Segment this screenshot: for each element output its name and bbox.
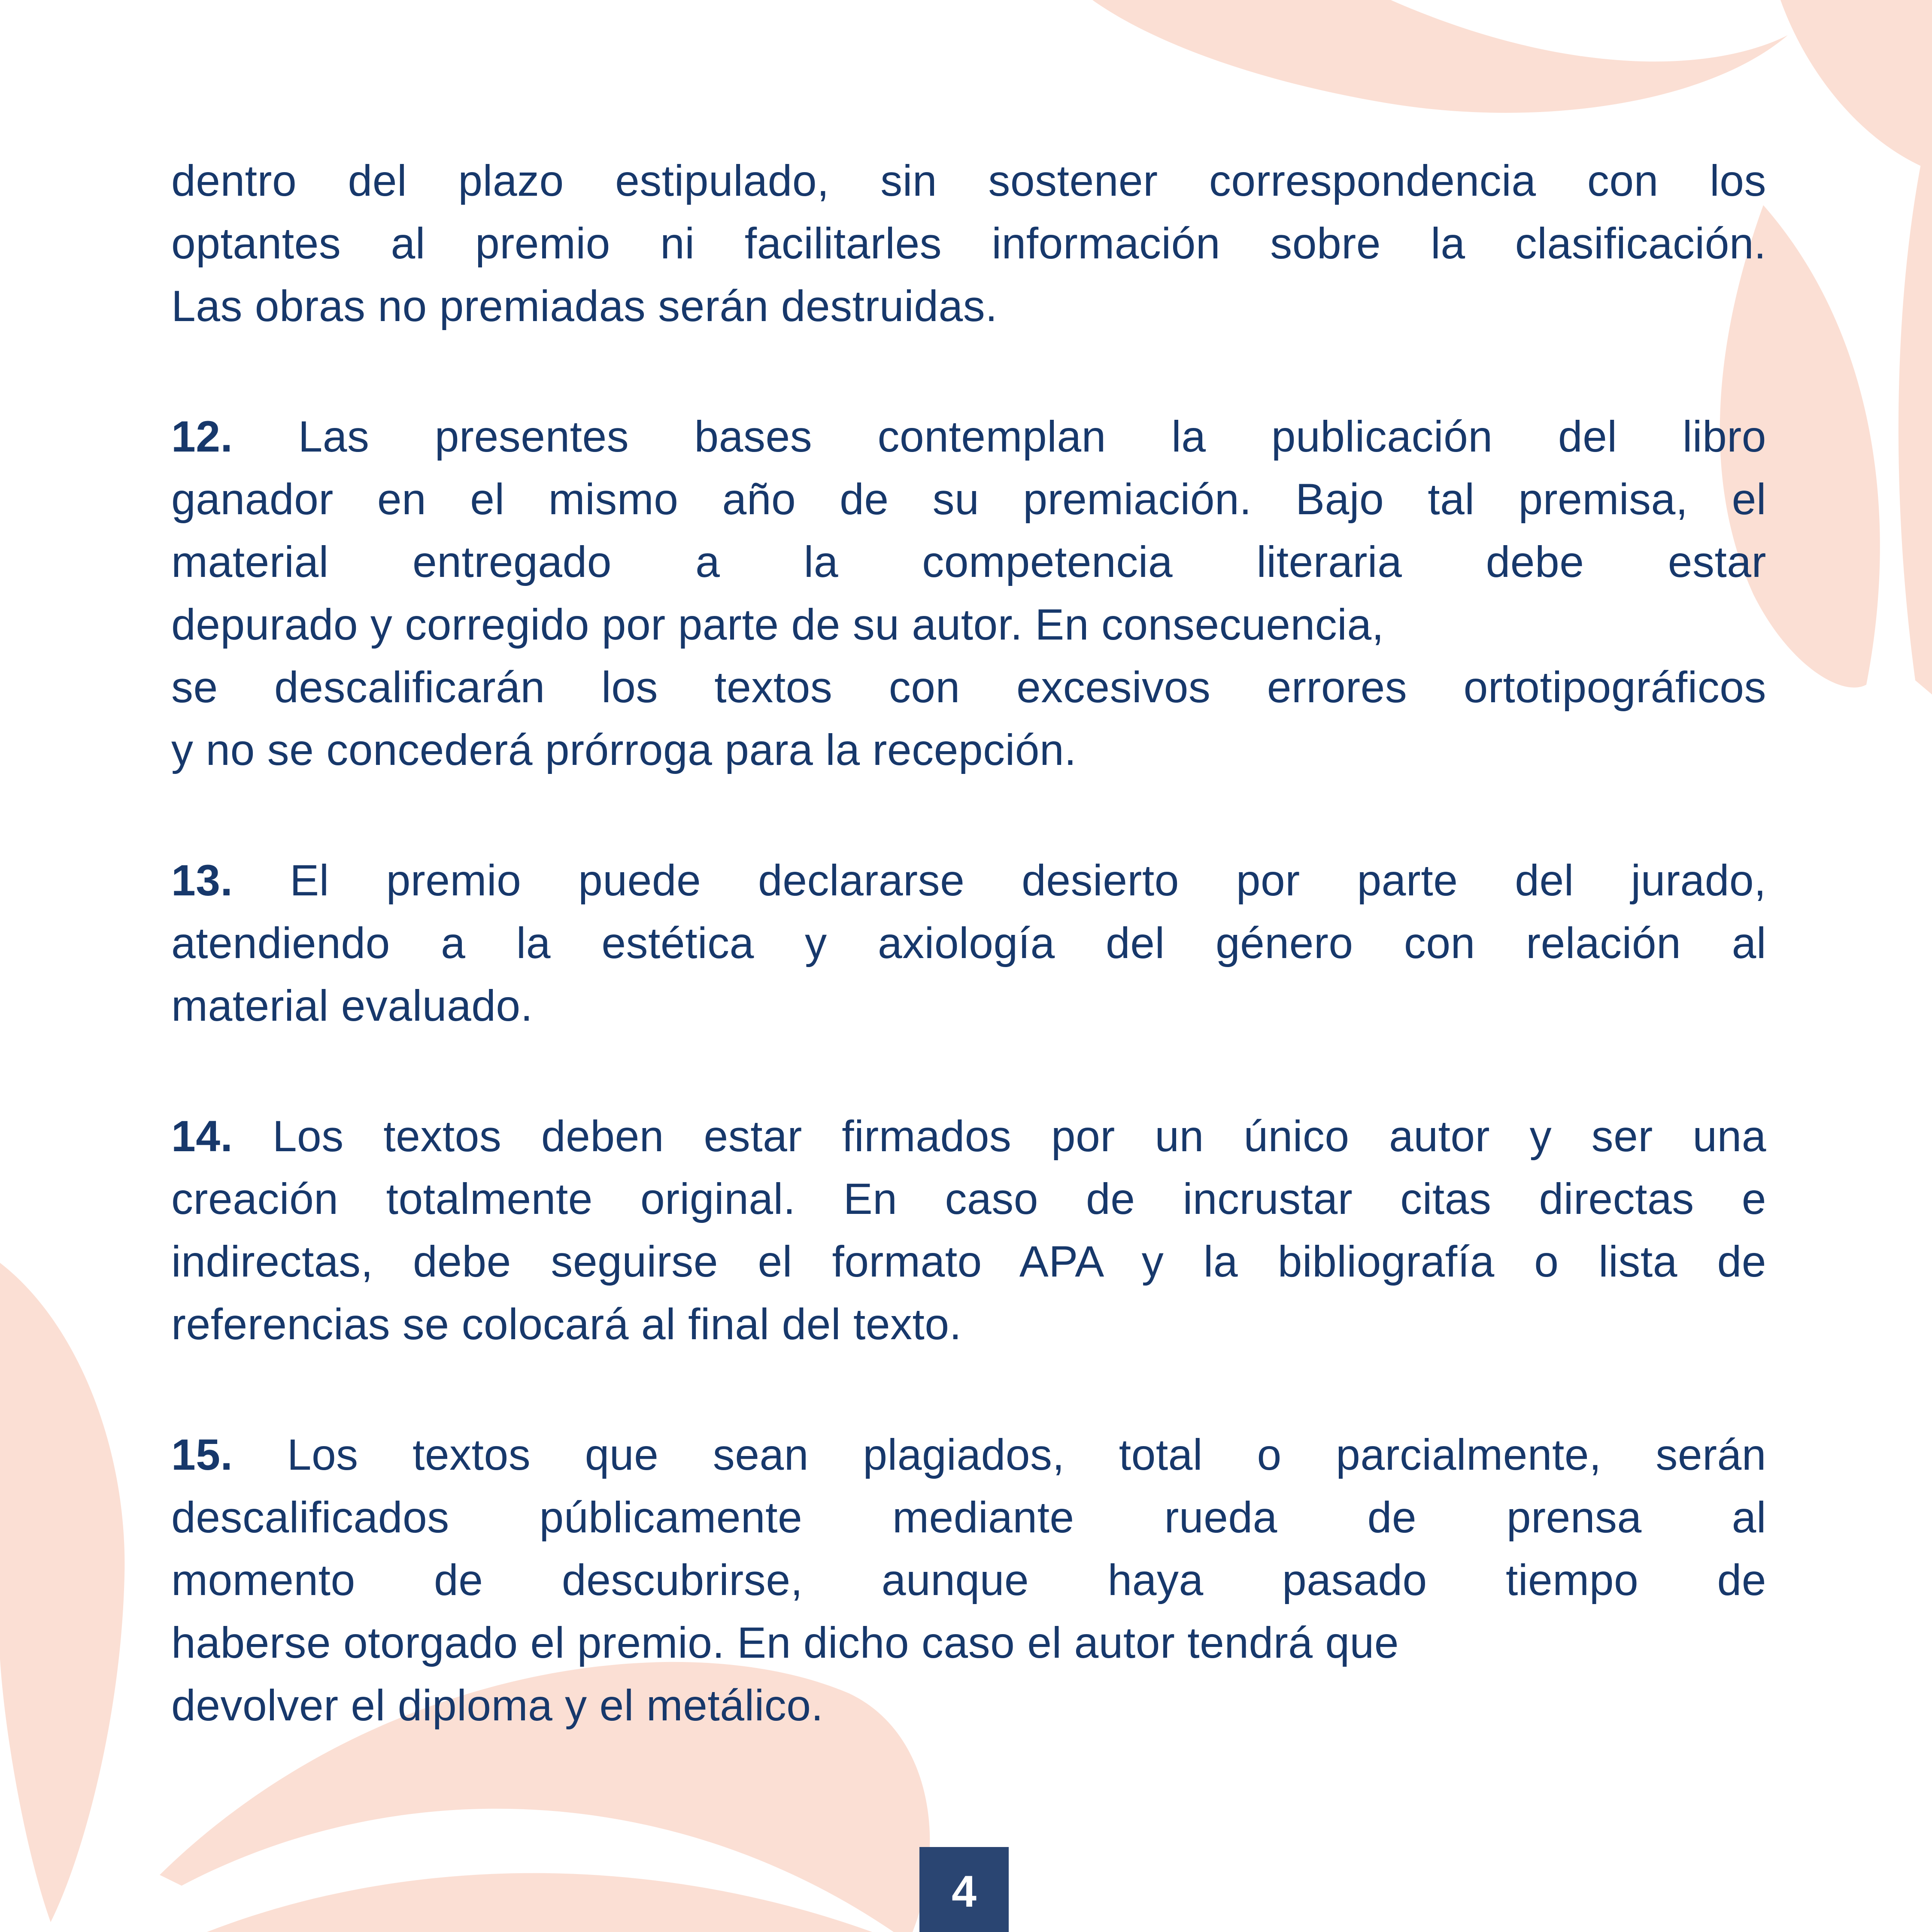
text-line: creación totalmente original. En caso de incrustar citas directas e: [171, 1174, 1766, 1223]
text-line: 14. Los textos deben estar firmados por un único autor y ser una: [171, 1112, 1767, 1161]
text-line: optantes al premio ni facilitarles información sobre la clasificación.: [171, 219, 1766, 268]
clause-number: 14.: [171, 1112, 233, 1161]
page-number: 4: [952, 1866, 977, 1917]
text-line: material entregado a la competencia literaria debe estar: [171, 537, 1766, 586]
clause-number: 13.: [171, 856, 233, 905]
decor-sliver-right-edge: [1899, 112, 1932, 695]
page-number-box: [919, 1847, 1009, 1932]
text-line: 12. Las presentes bases contemplan la publicación del libro: [171, 412, 1766, 461]
document-text: [171, 149, 1766, 1805]
paragraph: [171, 149, 1766, 337]
text-line: devolver el diploma y el metálico.: [171, 1681, 824, 1730]
text-line: referencias se colocará al final del texto.: [171, 1300, 962, 1349]
text-line: momento de descubrirse, aunque haya pasado tiempo de: [171, 1556, 1766, 1604]
text-line: y no se concederá prórroga para la recepción.: [171, 725, 1077, 774]
text-line: depurado y corregido por parte de su autor. En consecuencia,: [171, 600, 1384, 649]
decor-petal-corner: [1780, 0, 1932, 171]
text-line: dentro del plazo estipulado, sin sostener correspondencia con los: [171, 156, 1766, 205]
text-line: material evaluado.: [171, 981, 533, 1030]
text-line: Las obras no premiadas serán destruidas.: [171, 282, 998, 331]
text-line: ganador en el mismo año de su premiación. Bajo tal premisa, el: [171, 475, 1766, 524]
paragraph: [171, 405, 1766, 781]
clause-number: 15.: [171, 1430, 233, 1479]
decor-petal-top: [1092, 0, 1788, 113]
text-line: 13. El premio puede declararse desierto por parte del jurado,: [171, 856, 1766, 905]
text-line: atendiendo a la estética y axiología del género con relación al: [171, 919, 1766, 968]
clause-number: 12.: [171, 412, 233, 461]
paragraph: [171, 1105, 1766, 1356]
paragraph: [171, 849, 1766, 1037]
decor-crescent-left: [0, 1263, 124, 1922]
paragraph: [171, 1423, 1766, 1737]
text-line: se descalificarán los textos con excesivos errores ortotipográficos: [171, 663, 1766, 712]
text-line: descalificados públicamente mediante rueda de prensa al: [171, 1493, 1766, 1542]
text-line: haberse otorgado el premio. En dicho caso el autor tendrá que: [171, 1618, 1399, 1667]
text-line: indirectas, debe seguirse el formato APA y la bibliografía o lista de: [171, 1237, 1766, 1286]
text-line: 15. Los textos que sean plagiados, total o parcialmente, serán: [171, 1430, 1766, 1479]
